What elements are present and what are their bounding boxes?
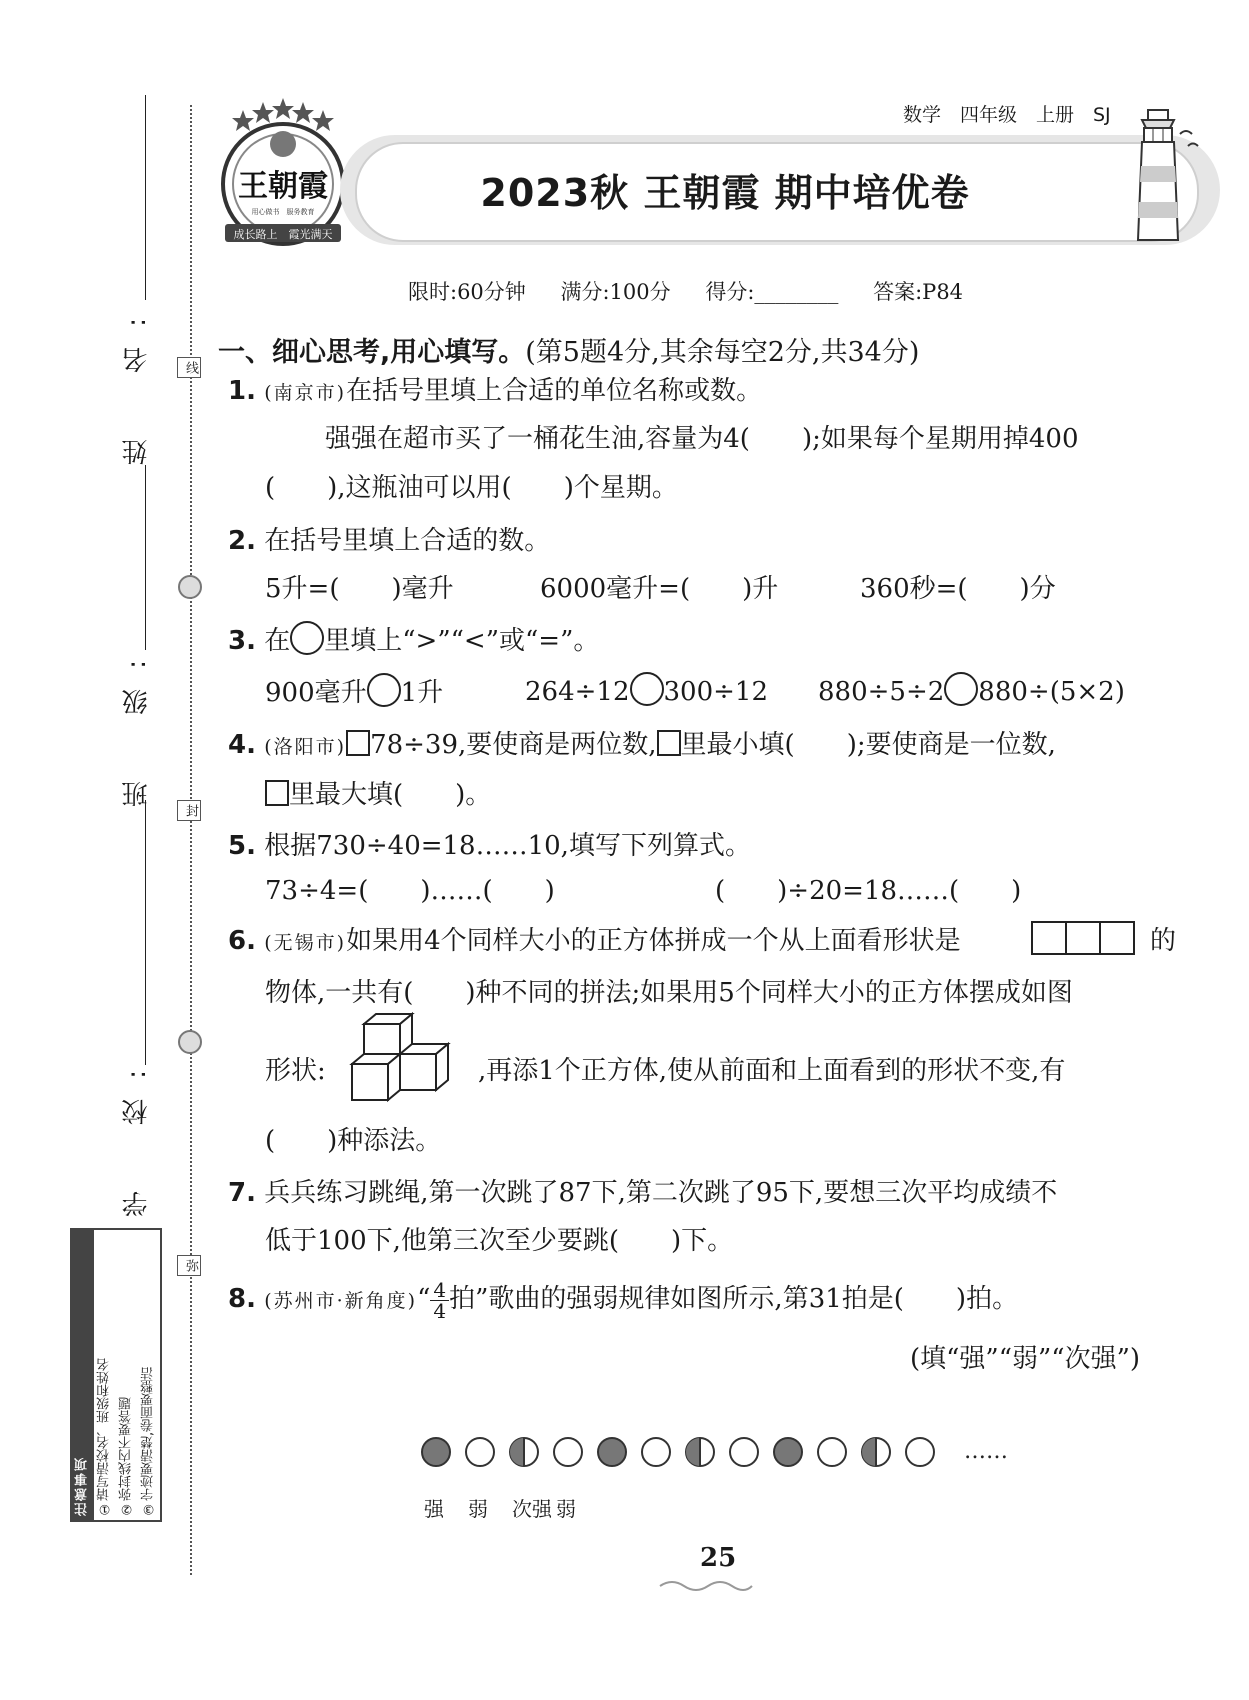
- question-text-a: 在: [264, 626, 291, 656]
- beat-circle-4: [554, 1438, 582, 1466]
- question-text: 里最大填( )。: [289, 780, 492, 810]
- q2-item-c: 360秒=( )分: [860, 574, 1056, 604]
- section-points: (第5题4分,其余每空2分,共34分): [525, 337, 920, 368]
- beat-ellipsis: ……: [964, 1439, 1008, 1464]
- beat-labels: [424, 1493, 600, 1522]
- logo-slogan: 成长路上 霞光满天: [233, 228, 333, 241]
- question-6-line-3a: 形状:: [265, 1056, 326, 1086]
- question-7-line-2: 低于100下,他第三次至少要跳( )下。: [265, 1226, 734, 1256]
- question-number: 2.: [228, 526, 256, 556]
- question-text: 兵兵练习跳绳,第一次跳了87下,第二次跳了95下,要想三次平均成绩不: [264, 1178, 1058, 1208]
- beat-circle-3: [510, 1438, 538, 1466]
- logo-sub: 用心做书 服务教育: [251, 208, 315, 216]
- question-8-hint: (填“强”“弱”“次强”): [910, 1344, 1141, 1374]
- notice-item: ①请写清校名、班级和姓名: [97, 1358, 112, 1516]
- knot-icon: [178, 575, 202, 599]
- school-label: 学 校:: [122, 1050, 152, 1217]
- question-number: 4.: [228, 730, 256, 760]
- q5-item-b: ( )÷20=18……( ): [715, 876, 1022, 906]
- beat-circle-8: [730, 1438, 758, 1466]
- question-source: (无锡市): [264, 932, 347, 954]
- beat-circle-12: [906, 1438, 934, 1466]
- compare-right: 1升: [400, 678, 444, 708]
- beat-circle-2: [466, 1438, 494, 1466]
- beat-label: 次强: [512, 1497, 552, 1521]
- question-text: 在括号里填上合适的单位名称或数。: [346, 376, 763, 406]
- question-2: [228, 520, 550, 557]
- course-meta: 数学 四年级 上册 SJ: [903, 104, 1111, 126]
- q3-item-b: [525, 672, 768, 707]
- exam-info-row: [408, 276, 991, 306]
- question-number: 7.: [228, 1178, 256, 1208]
- question-4-line-2: [265, 774, 491, 811]
- q3-item-a: [265, 672, 443, 709]
- question-1-line-2: 强强在超市买了一桶花生油,容量为4( );如果每个星期用掉400: [325, 424, 1079, 454]
- q5-item-a: 73÷4=( )……( ): [265, 876, 555, 906]
- page-wave-ornament: [655, 1578, 755, 1598]
- question-number: 3.: [228, 626, 256, 656]
- notice-item: ②弥封线内不要答题: [119, 1397, 134, 1516]
- class-label: 班 级:: [122, 640, 152, 807]
- frac-denominator: 4: [433, 1298, 447, 1323]
- score-field[interactable]: 得分:________: [705, 280, 839, 304]
- blank-box[interactable]: [265, 780, 289, 806]
- question-number: 6.: [228, 926, 256, 956]
- blank-box[interactable]: [657, 730, 681, 756]
- lighthouse-icon: [1118, 106, 1208, 250]
- beat-circle-6: [642, 1438, 670, 1466]
- publisher-logo: [213, 96, 353, 260]
- notice-item: ③字迹要清楚,卷面要整洁: [141, 1366, 156, 1516]
- answer-ref: 答案:P84: [873, 280, 964, 304]
- question-number: 1.: [228, 376, 256, 406]
- logo-text: 王朝霞: [238, 169, 328, 204]
- cut-mark-close: 弥: [177, 1255, 201, 1276]
- notice-title: 注意事项: [72, 1230, 94, 1520]
- question-text-b: 里填上“>”“<”或“=”。: [324, 626, 600, 656]
- question-6-end: 的: [1150, 926, 1177, 956]
- question-3: [228, 620, 599, 657]
- answer-circle[interactable]: [630, 672, 664, 706]
- question-6-line-2: 物体,一共有( )种不同的拼法;如果用5个同样大小的正方体摆成如图: [265, 978, 1073, 1008]
- question-8: [228, 1278, 1018, 1321]
- question-text: 如果用4个同样大小的正方体拼成一个从上面看形状是: [346, 926, 961, 956]
- question-text: 在括号里填上合适的数。: [264, 526, 551, 556]
- question-text-2: 里最小填( );要使商是一位数,: [680, 730, 1056, 760]
- beat-label: 弱: [468, 1497, 488, 1521]
- answer-circle[interactable]: [367, 673, 401, 707]
- compare-right: 880÷(5×2): [978, 677, 1125, 707]
- question-text: 78÷39,要使商是两位数,: [370, 730, 657, 760]
- beat-circle-11: [862, 1438, 890, 1466]
- cut-mark-line: 线: [177, 357, 201, 378]
- question-source: (南京市): [264, 382, 347, 404]
- question-source: (苏州市·新角度): [264, 1290, 418, 1312]
- time-signature: [430, 1277, 449, 1323]
- beat-circle-5: [598, 1438, 626, 1466]
- answer-circle[interactable]: [944, 672, 978, 706]
- school-line: [145, 800, 146, 1065]
- name-line: [145, 95, 146, 300]
- blank-box[interactable]: [346, 730, 370, 756]
- notice-box: [70, 1228, 162, 1522]
- page-number: 25: [700, 1543, 737, 1573]
- question-5: [228, 825, 751, 862]
- q3-item-c: [818, 672, 1125, 707]
- compare-right: 300÷12: [663, 677, 768, 707]
- question-source: (洛阳市): [264, 736, 347, 758]
- question-1: [228, 370, 762, 407]
- compare-left: 880÷5÷2: [818, 677, 945, 707]
- beat-circle-7: [686, 1438, 714, 1466]
- question-number: 5.: [228, 831, 256, 861]
- cube-figure: [340, 1010, 450, 1114]
- question-6-line-4: ( )种添法。: [265, 1126, 442, 1156]
- class-line: [145, 465, 146, 650]
- question-7: [228, 1172, 1057, 1209]
- frac-numerator: 4: [430, 1280, 449, 1301]
- q2-item-b: 6000毫升=( )升: [540, 574, 779, 604]
- compare-left: 264÷12: [525, 677, 630, 707]
- name-label: 姓 名:: [122, 298, 152, 465]
- section-heading: [218, 330, 919, 369]
- q2-item-a: 5升=( )毫升: [265, 574, 454, 604]
- beat-circle-1: [422, 1438, 450, 1466]
- question-6-line-3b: ,再添1个正方体,使从前面和上面看到的形状不变,有: [478, 1056, 1066, 1086]
- question-number: 8.: [228, 1284, 256, 1314]
- beat-label: 弱: [556, 1497, 576, 1521]
- time-limit: 限时:60分钟: [408, 280, 526, 304]
- question-1-line-3: ( ),这瓶油可以用( )个星期。: [265, 473, 678, 503]
- full-score: 满分:100分: [560, 280, 671, 304]
- beat-circle-10: [818, 1438, 846, 1466]
- quote-mark: “: [417, 1284, 431, 1314]
- beat-label: 强: [424, 1497, 444, 1521]
- cut-mark-seal: 封: [177, 800, 201, 821]
- question-6: [228, 920, 961, 957]
- beat-pattern: [420, 1432, 1008, 1476]
- question-text: 根据730÷40=18……10,填写下列算式。: [264, 831, 751, 861]
- binding-dotted-line: [190, 105, 192, 1575]
- beat-circle-9: [774, 1438, 802, 1466]
- question-text: 拍”歌曲的强弱规律如图所示,第31拍是( )拍。: [449, 1284, 1019, 1314]
- compare-left: 900毫升: [265, 678, 367, 708]
- page-title: 2023秋 王朝霞 期中培优卷: [480, 171, 970, 215]
- answer-circle[interactable]: [290, 621, 324, 655]
- question-4: [228, 724, 1056, 761]
- top-view-three-squares: [1030, 920, 1138, 960]
- section-title: 一、细心思考,用心填写。: [218, 337, 526, 368]
- knot-icon: [178, 1030, 202, 1054]
